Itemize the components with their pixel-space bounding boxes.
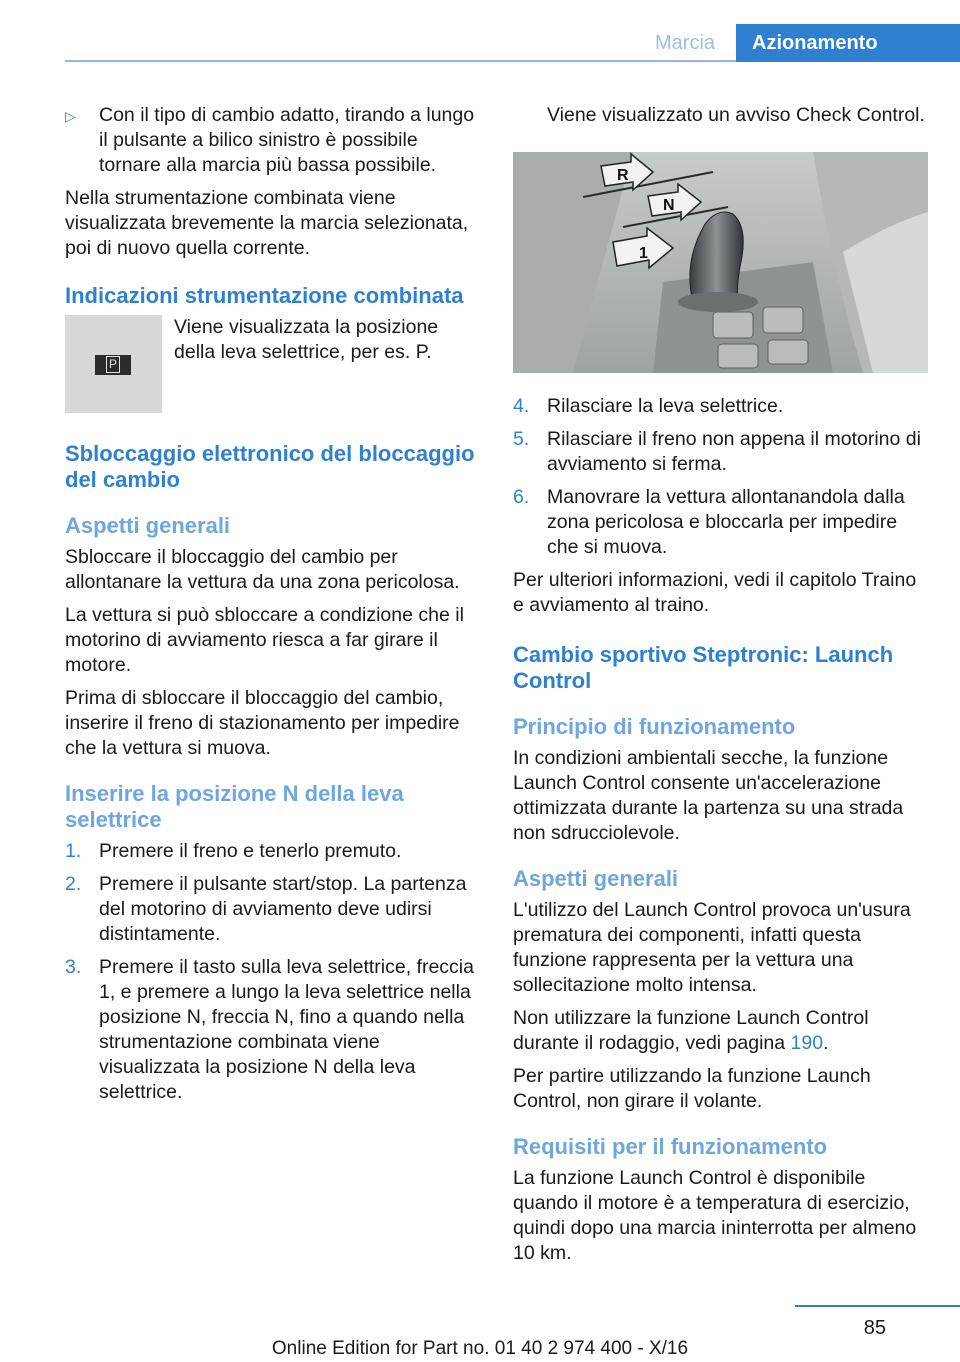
park-indicator-icon (95, 355, 131, 375)
heading-launch-control: Cambio sportivo Steptronic: Launch Control (513, 642, 894, 693)
lever-base (678, 292, 758, 312)
intro-bullet-text: Con il tipo di cambio adatto, tirando a lungo il pulsante a bilico sinistro è possibile tornare alla marcia più bassa possibile. (99, 104, 475, 176)
step-text: Premere il pulsante start/stop. La partenza del motorino di avviamento deve udirsi distintamente. (99, 873, 467, 945)
launch-general-paragraph-2 (513, 1006, 927, 1056)
intro-bullet (65, 103, 479, 178)
header-chapter-label: Azionamento (752, 32, 878, 54)
general-paragraph-1: Sbloccare il bloccaggio del cambio per allontanare la vettura da una zona pericolosa. (65, 546, 460, 593)
step-item (65, 839, 479, 864)
header-chapter-tab (736, 24, 960, 62)
towing-paragraph: Per ulteriori informazioni, vedi il capitolo Traino e avviamento al traino. (513, 569, 917, 616)
step-item (513, 485, 927, 560)
intro-paragraph: Nella strumentazione combinata viene visualizzata brevemente la marcia selezionata, poi di nuovo quella corrente. (65, 187, 469, 259)
step-number: 6. (513, 486, 530, 508)
launch-general-paragraph-1: L'utilizzo del Launch Control provoca un'usura prematura dei componenti, infatti questa funzione rappresenta per la vettura una sollecitazione molto intensa. (513, 899, 911, 996)
triangle-bullet-icon: ▷ (65, 108, 76, 124)
gear-display-image (65, 315, 162, 413)
subheading-general: Aspetti generali (65, 513, 231, 538)
general-paragraph-3: Prima di sbloccare il bloccaggio del cambio, inserire il freno di stazionamento per impedire che la vettura si muova. (65, 687, 460, 759)
launch-general-text: Non utilizzare la funzione Launch Control durante il rodaggio, vedi pagina (513, 1007, 869, 1054)
check-control-text: Viene visualizzato un avviso Check Control. (547, 104, 925, 126)
subheading-neutral: Inserire la posizione N della leva selettrice (65, 781, 404, 832)
step-number: 3. (65, 956, 82, 978)
step-number: 2. (65, 873, 82, 895)
right-column (513, 103, 927, 1274)
footer-edition: Online Edition for Part no. 01 40 2 974 400 - X/16 (271, 1338, 689, 1359)
step-text: Rilasciare il freno non appena il motorino di avviamento si ferma. (547, 428, 921, 475)
page-link[interactable]: 190 (790, 1032, 824, 1054)
page-number: 85 (863, 1317, 886, 1339)
display-text: Viene visualizzata la posizione della leva selettrice, per es. P. (174, 316, 439, 363)
arrow-1-label: 1 (639, 245, 648, 262)
requirements-paragraph: La funzione Launch Control è disponibile quando il motore è a temperatura di esercizio, quindi dopo una marcia ininterrotta per almeno 10 km. (513, 1167, 917, 1264)
subheading-principle: Principio di funzionamento (513, 714, 796, 739)
step-item (513, 427, 927, 477)
step-number: 4. (513, 395, 530, 417)
console-button (763, 307, 803, 333)
step-item (65, 955, 479, 1105)
step-text: Premere il freno e tenerlo premuto. (99, 840, 402, 862)
launch-general-paragraph-3: Per partire utilizzando la funzione Launch Control, non girare il volante. (513, 1065, 871, 1112)
park-indicator-symbol: P (106, 356, 120, 373)
step-text: Rilasciare la leva selettrice. (547, 395, 784, 417)
header-section: Marcia (655, 32, 716, 54)
launch-general-text-end: . (823, 1032, 829, 1054)
arrow-n-label: N (663, 197, 675, 214)
heading-display: Indicazioni strumentazione combinata (65, 283, 464, 308)
step-text: Manovrare la vettura allontanandola dalla zona pericolosa e bloccarla per impedire che si muova. (547, 486, 905, 558)
subheading-requirements: Requisiti per il funzionamento (513, 1134, 828, 1159)
gear-selector-figure (513, 152, 928, 373)
left-column (65, 103, 479, 1113)
step-item (513, 394, 927, 419)
step-item (65, 872, 479, 947)
step-number: 1. (65, 840, 82, 862)
console-button (768, 340, 808, 364)
heading-unlock: Sbloccaggio elettronico del bloccaggio del cambio (65, 441, 475, 492)
display-indicator-block (65, 315, 479, 413)
step-number: 5. (513, 428, 530, 450)
console-button (713, 312, 753, 338)
general-paragraph-2: La vettura si può sbloccare a condizione che il motorino di avviamento riesca a far girare il motore. (65, 604, 464, 676)
console-button (718, 344, 758, 368)
step-text: Premere il tasto sulla leva selettrice, freccia 1, e premere a lungo la leva selettrice nella posizione N, freccia N, fino a quando nella strumentazione combinata viene visualizzata la posizione N della leva selettrice. (99, 956, 474, 1103)
principle-paragraph: In condizioni ambientali secche, la funzione Launch Control consente un'accelerazione ottimizzata durante la partenza su una strada non sdrucciolevole. (513, 747, 904, 844)
subheading-general-launch: Aspetti generali (513, 866, 679, 891)
footer-rule (795, 1305, 960, 1307)
arrow-r-label: R (617, 167, 629, 184)
